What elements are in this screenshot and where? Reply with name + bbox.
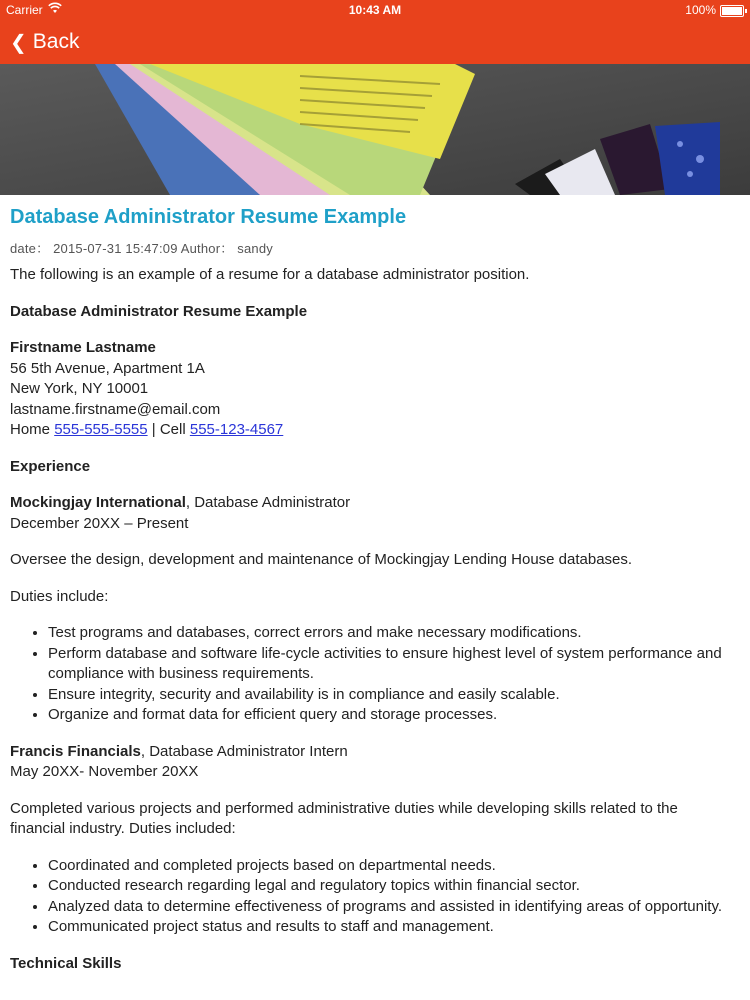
list-item: • Perform database and software life-cycle activities to ensure highest level of system performance and compliance with business requirements. [48, 644, 735, 685]
address-line-1: 56 5th Avenue, Apartment 1A [10, 359, 205, 377]
clock: 10:43 AM [348, 3, 402, 17]
list-item: • Test programs and databases, correct errors and make necessary modifications. [48, 623, 735, 644]
job2-title [10, 742, 735, 763]
cell-phone-link[interactable]: 555-123-4567 [189, 421, 284, 438]
cell-label: | Cell [151, 421, 186, 438]
job2-role: , Database Administrator Intern [140, 742, 348, 760]
email-address: lastname.firstname@email.com [10, 400, 221, 418]
carrier-label: Carrier [6, 3, 43, 17]
author-value: sandy [237, 241, 273, 256]
header-banner-image [0, 64, 750, 195]
status-bar [0, 0, 750, 20]
job1-role: , Database Administrator [185, 494, 351, 511]
article-title: Database Administrator Resume Example [10, 206, 407, 228]
job1-duties-list [10, 623, 735, 726]
list-item: • Organize and format data for efficient query and storage processes. [48, 705, 735, 726]
author-label: Author： [180, 241, 234, 256]
technical-skills-heading: Technical Skills [10, 954, 122, 972]
article [10, 204, 735, 990]
back-label: Back [32, 30, 80, 53]
list-item: • Analyzed data to determine effectiveness of programs and assisted in identifying areas of opportunity. [48, 897, 735, 918]
job2-dates: May 20XX- November 20XX [10, 763, 199, 780]
job1-duties-label: Duties include: [10, 587, 109, 605]
back-button[interactable] [10, 28, 79, 56]
address-line-2: New York, NY 10001 [10, 380, 149, 397]
home-phone-link[interactable]: 555-555-5555 [54, 421, 148, 438]
list-item: • Conducted research regarding legal and regulatory topics within financial sector. [48, 876, 735, 897]
phone-line [10, 420, 735, 441]
date-value: 2015-07-31 15:47:09 [53, 241, 178, 256]
job1-dates: December 20XX – Present [10, 514, 189, 532]
article-meta [10, 238, 735, 257]
battery-icon [720, 5, 744, 17]
list-item: • Communicated project status and results to staff and management. [48, 917, 735, 938]
home-label: Home [10, 421, 51, 438]
applicant-name: Firstname Lastname [10, 339, 156, 356]
navigation-bar [0, 20, 750, 64]
intro-paragraph: The following is an example of a resume for a database administrator position. [10, 266, 530, 283]
battery-percent: 100% [685, 3, 716, 17]
experience-heading: Experience [10, 457, 91, 475]
date-label: date： [10, 241, 50, 256]
list-item: • Ensure integrity, security and availability is in compliance and easily scalable. [48, 685, 735, 706]
job2-summary: Completed various projects and performed administrative duties while developing skills related to the financial industry. Duties included: [10, 799, 678, 837]
list-item: • Coordinated and completed projects based on departmental needs. [48, 856, 735, 877]
job2-duties-list [10, 856, 735, 938]
job2-company: Francis Financials [10, 742, 141, 760]
job1-company: Mockingjay International [10, 494, 186, 511]
chevron-left-icon: ❮ [10, 31, 27, 54]
article-body [10, 265, 735, 974]
job1-summary: Oversee the design, development and maintenance of Mockingjay Lending House databases. [10, 551, 633, 568]
job1-title [10, 493, 735, 514]
resume-heading: Database Administrator Resume Example [10, 302, 308, 320]
